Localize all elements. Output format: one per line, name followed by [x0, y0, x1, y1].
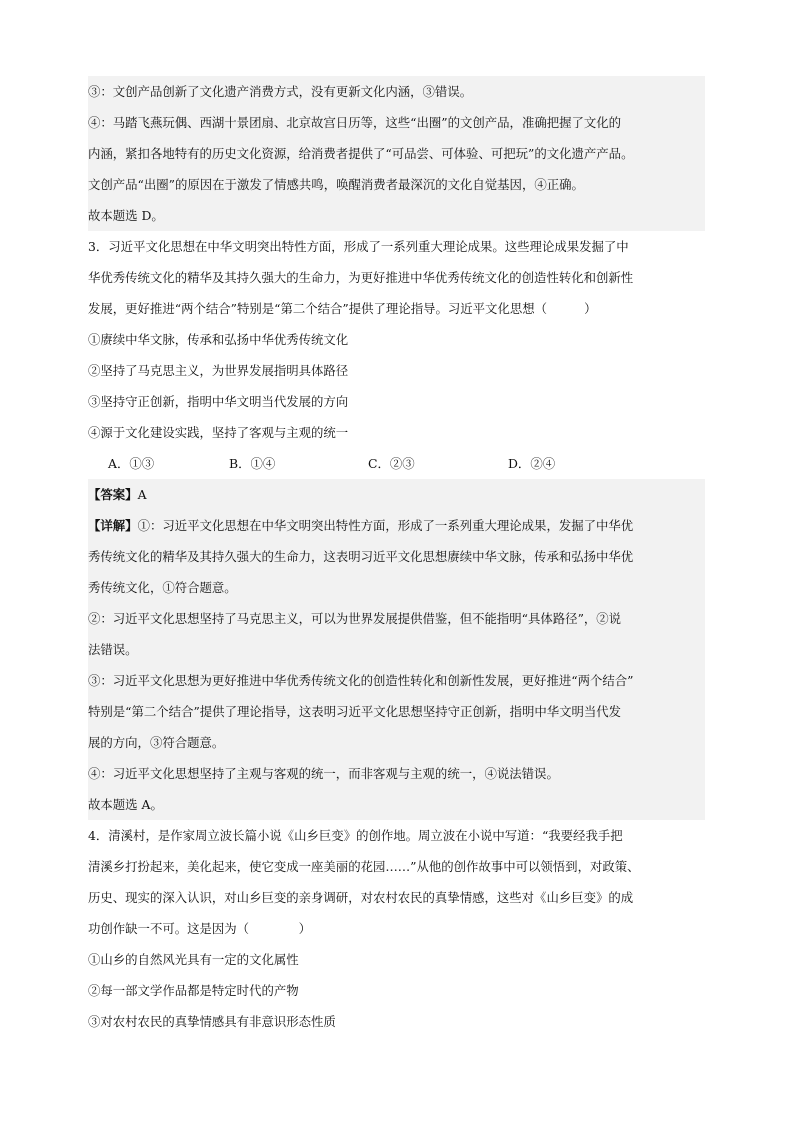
q4-statement: ①山乡的自然风光具有一定的文化属性 [88, 952, 299, 967]
q3-explanation-line: 特别是“第二个结合”提供了理论指导，这表明习近平文化思想坚持守正创新，指明中华文明当代发 [88, 696, 705, 727]
q3-answer [88, 479, 705, 510]
q3-explanation-line: ②：习近平文化思想坚持了马克思主义，可以为世界发展提供借鉴，但不能指明“具体路径”，②说 [88, 603, 705, 634]
q2-explanation-line: ③：文创产品创新了文化遗产消费方式，没有更新文化内涵，③错误。 [88, 76, 705, 107]
q3-statement: ②坚持了马克思主义，为世界发展指明具体路径 [88, 363, 349, 378]
q3-statement: ④源于文化建设实践，坚持了客观与主观的统一 [88, 425, 349, 440]
q3-option-b: B．①④ [229, 456, 276, 471]
q3-options [88, 448, 705, 479]
q3-conclusion: 故本题选 A。 [88, 789, 705, 820]
q3-stem-line: 华优秀传统文化的精华及其持久强大的生命力，为更好推进中华优秀传统文化的创造性转化和创新性 [88, 270, 634, 285]
q4-stem-line: 清溪乡打扮起来，美化起来，使它变成一座美丽的花园……”从他的创作故事中可以领悟到，对政策、 [88, 859, 640, 874]
q3-stem-line: 3．习近平文化思想在中华文明突出特性方面，形成了一系列重大理论成果。这些理论成果发掘了中 [88, 239, 629, 254]
q3-explanation-line: 展的方向，③符合题意。 [88, 727, 705, 758]
q4-stem-line: 功创作缺一不可。这是因为（ ） [88, 921, 312, 936]
q2-explanation-line: 内涵，紧扣各地特有的历史文化资源，给消费者提供了“可品尝、可体验、可把玩”的文化遗产产品。 [88, 138, 705, 169]
answer-label: 【答案】 [88, 487, 138, 502]
q2-explanation-line: ④：马踏飞燕玩偶、西湖十景团扇、北京故宫日历等，这些“出圈”的文创产品，准确把握了文化的 [88, 107, 705, 138]
q2-explanation-line: 文创产品“出圈”的原因在于激发了情感共鸣，唤醒消费者最深沉的文化自觉基因，④正确。 [88, 169, 705, 200]
q3-explanation-line: 法错误。 [88, 634, 705, 665]
q4-statement: ③对农村农民的真挚情感具有非意识形态性质 [88, 1014, 336, 1029]
q3-option-d: D．②④ [508, 456, 556, 471]
q3-statement: ③坚持守正创新，指明中华文明当代发展的方向 [88, 394, 349, 409]
q3-explanation-line: ④：习近平文化思想坚持了主观与客观的统一，而非客观与主观的统一，④说法错误。 [88, 758, 705, 789]
page-content [88, 76, 705, 1037]
q3-statement: ①赓续中华文脉，传承和弘扬中华优秀传统文化 [88, 332, 349, 347]
q3-option-a: A．①③ [108, 456, 155, 471]
q3-explanation-line: 秀传统文化的精华及其持久强大的生命力，这表明习近平文化思想赓续中华文脉，传承和弘扬中华优 [88, 541, 705, 572]
detail-label: 【详解】 [88, 518, 138, 533]
answer-value: A [137, 487, 147, 502]
q2-conclusion: 故本题选 D。 [88, 200, 705, 231]
q4-stem-line: 4．清溪村，是作家周立波长篇小说《山乡巨变》的创作地。周立波在小说中写道：“我要经我手把 [88, 828, 623, 843]
q3-option-c: C．②③ [368, 456, 415, 471]
q3-explanation-line: 秀传统文化，①符合题意。 [88, 572, 705, 603]
q4-stem-line: 历史、现实的深入认识，对山乡巨变的亲身调研，对农村农民的真挚情感，这些对《山乡巨变》的成 [88, 890, 634, 905]
q4-statement: ②每一部文学作品都是特定时代的产物 [88, 983, 299, 998]
q3-explanation-line: ③：习近平文化思想为更好推进中华优秀传统文化的创造性转化和创新性发展，更好推进“两个结合” [88, 665, 705, 696]
q3-explanation-line: 【详解】①：习近平文化思想在中华文明突出特性方面，形成了一系列重大理论成果，发掘了中华优 [88, 510, 705, 541]
q3-stem-line: 发展，更好推进“两个结合”特别是“第二个结合”提供了理论指导。习近平文化思想（ ） [88, 301, 597, 316]
